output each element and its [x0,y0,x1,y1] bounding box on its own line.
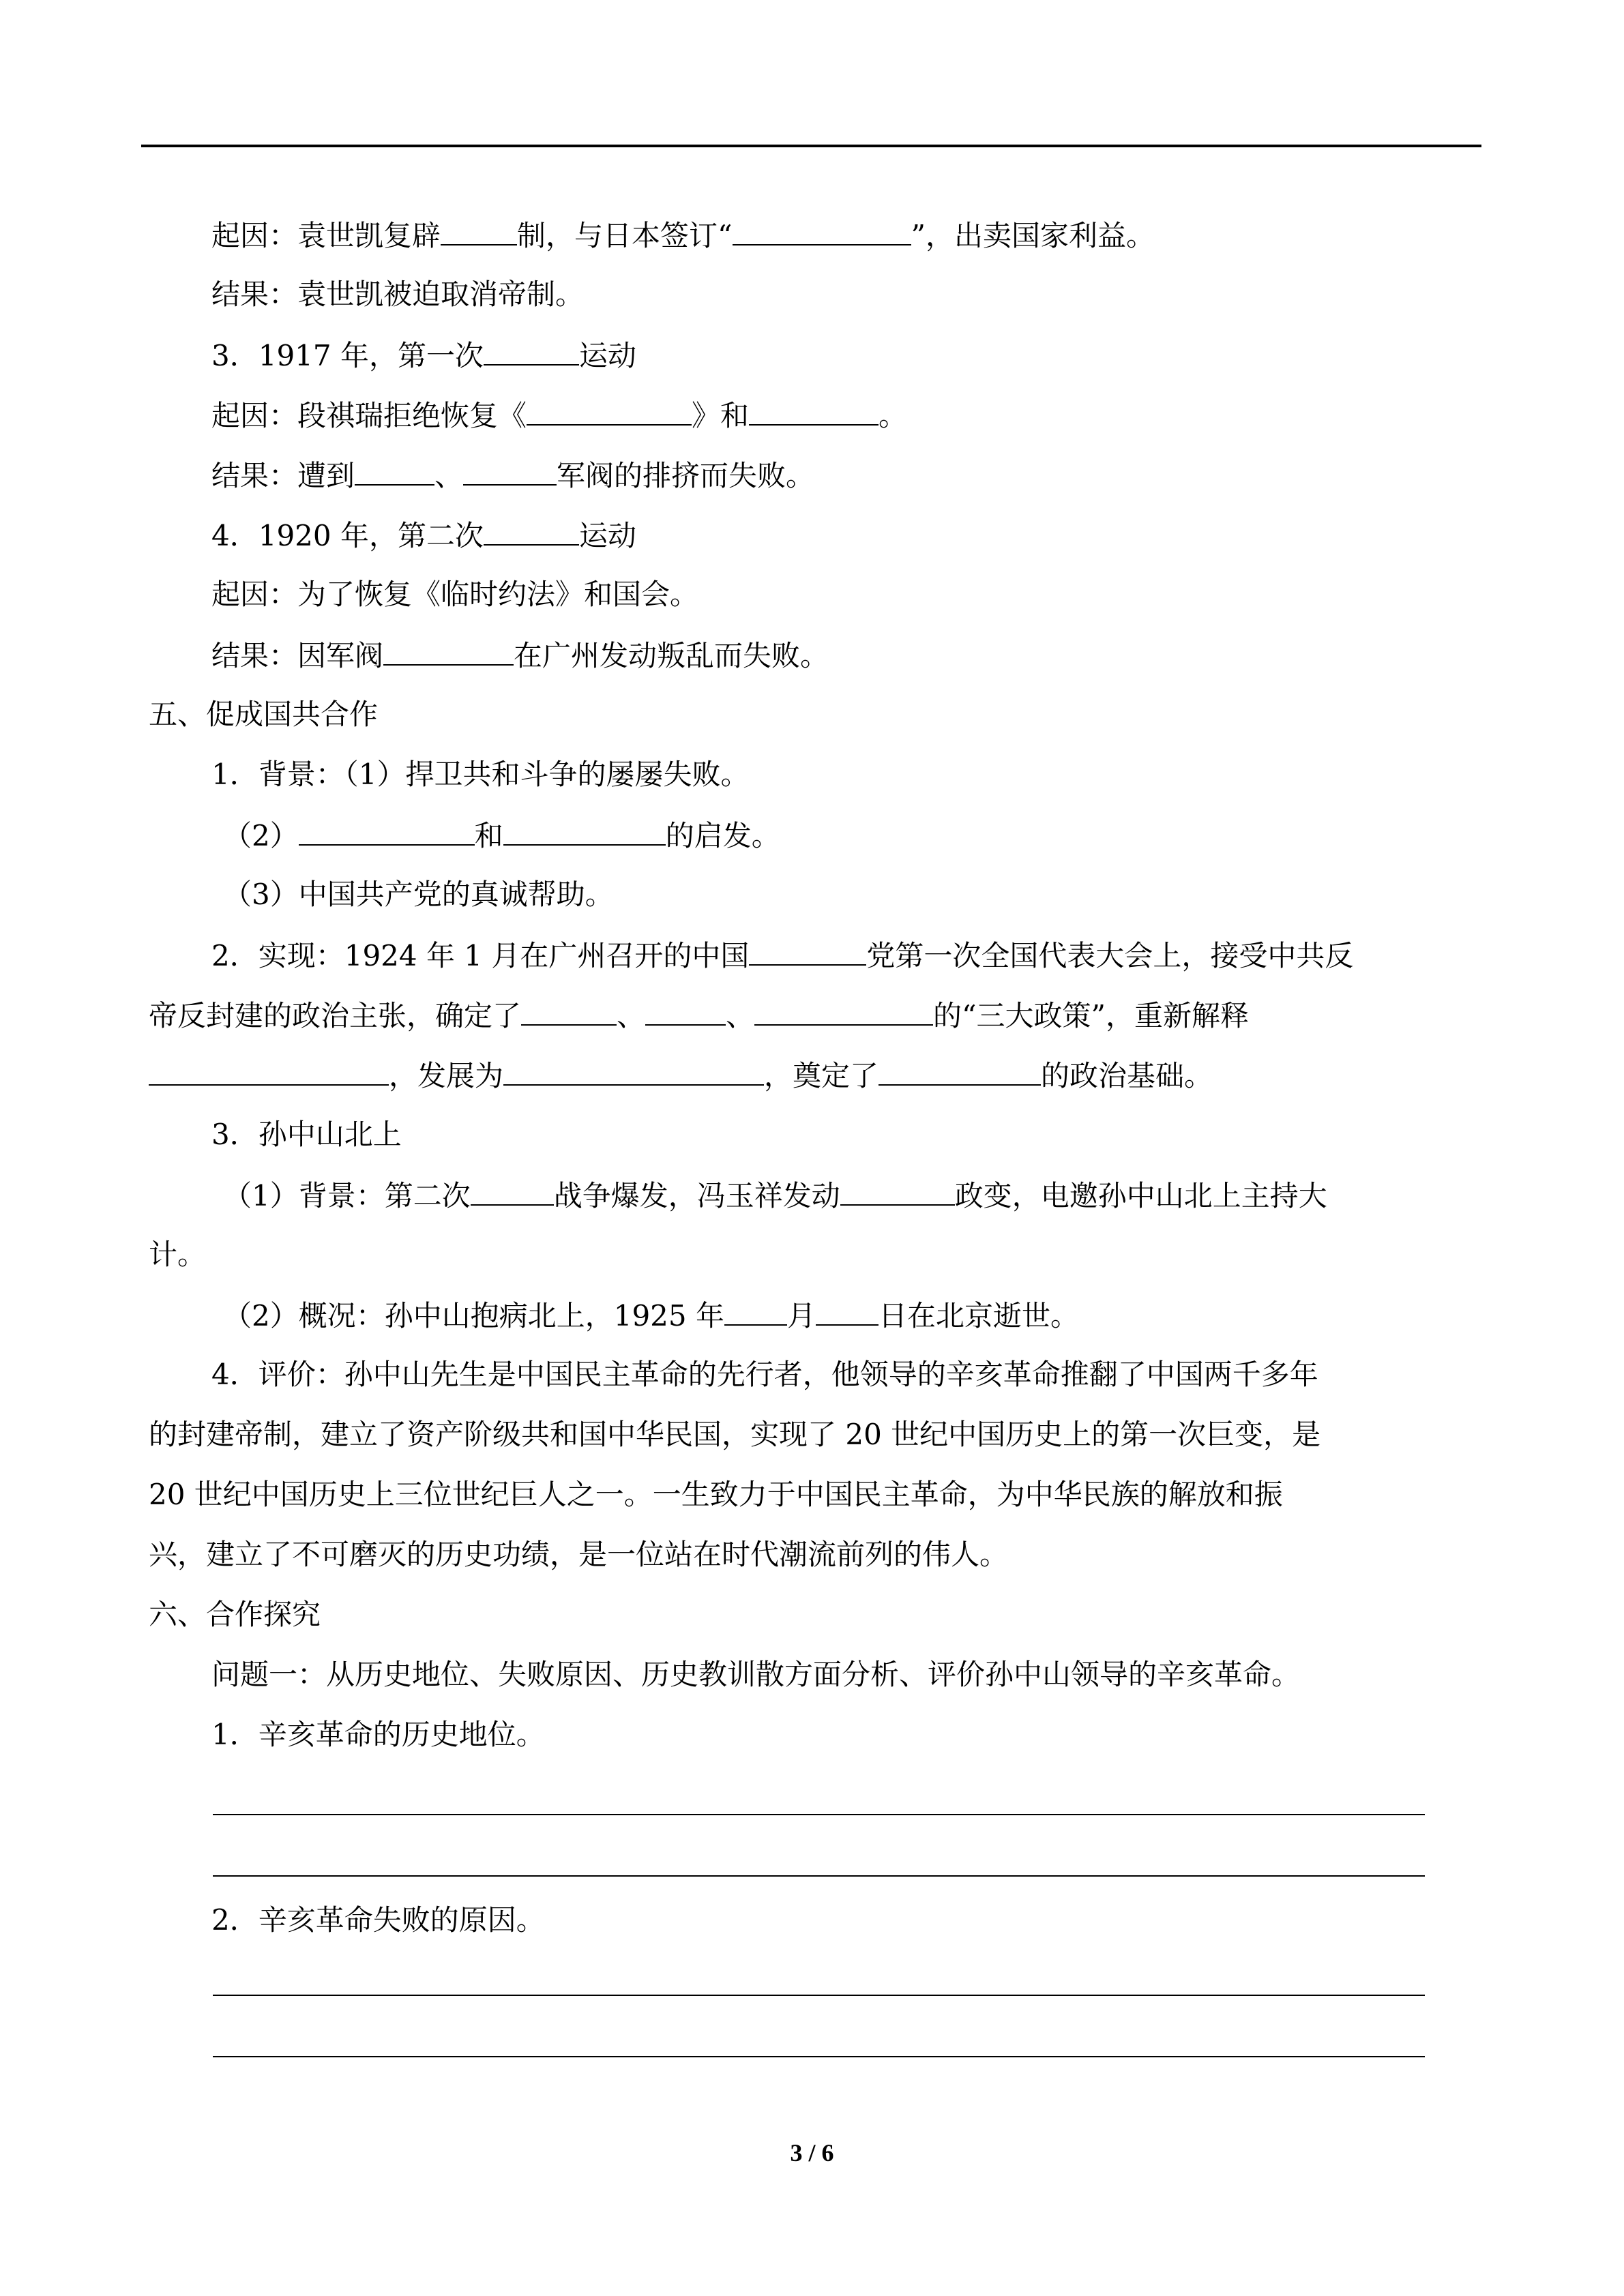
yuan-cause-line [211,213,1155,258]
blank [383,633,514,666]
text: 、 [726,999,755,1032]
s5-implementation-3 [149,1053,1213,1098]
answer-line[interactable] [213,2056,1425,2057]
text: ，奠定了 [764,1059,879,1092]
blank [355,453,434,486]
text: 、 [617,999,646,1032]
text: 3．1917 年，第一次 [211,339,484,372]
blank [879,1053,1041,1086]
section5-title: 五、促成国共合作 [149,698,379,731]
answer-line[interactable] [213,1875,1425,1877]
item4-heading [211,513,636,558]
s5-implementation-1 [211,933,1353,978]
blank [503,1053,764,1086]
text: ，发展为 [389,1059,504,1092]
text: 军阀的排挤而失败。 [557,459,815,492]
text: 月 [786,1299,816,1332]
text: 在广州发动叛乱而失败。 [514,639,829,672]
text: 4．1920 年，第二次 [211,519,484,552]
blank [484,333,579,366]
header-rule [141,145,1481,147]
text: 战争爆发，冯玉祥发动 [553,1179,840,1212]
blank [840,1173,955,1206]
item3-result [211,453,814,498]
item3-heading [211,333,636,378]
s5-implementation-2 [149,993,1249,1038]
text: 结果：因军阀 [211,639,384,672]
text: 起因：袁世凯复辟 [211,219,441,252]
blank [521,993,617,1026]
yuan-result-line: 结果：袁世凯被迫取消帝制。 [211,278,585,311]
s5-evaluation-line-2: 的封建帝制，建立了资产阶级共和国中华民国，实现了 20 世纪中国历史上的第一次巨变，是 [149,1418,1321,1451]
s5-evaluation-line-1: 4．评价：孙中山先生是中国民主革命的先行者，他领导的辛亥革命推翻了中国两千多年 [211,1358,1318,1391]
blank [527,393,692,426]
text: 的“三大政策”，重新解释 [933,999,1249,1032]
text: 运动 [578,339,636,372]
text: 、 [434,459,464,492]
text: 制，与日本签订“ [517,219,733,252]
blank [749,393,879,426]
section6-title: 六、合作探究 [149,1598,321,1631]
s5-evaluation-line-3: 20 世纪中国历史上三位世纪巨人之一。一生致力于中国民主革命，为中华民族的解放和振 [149,1478,1283,1511]
text: 党第一次全国代表大会上，接受中共反 [866,939,1354,972]
answer-line[interactable] [213,1814,1425,1815]
blank [645,993,726,1026]
s5-evaluation-line-4: 兴，建立了不可磨灭的历史功绩，是一位站在时代潮流前列的伟人。 [149,1538,1009,1571]
blank [503,813,666,846]
page-number: 3 / 6 [790,2139,834,2166]
text: 2．实现：1924 年 1 月在广州召开的中国 [211,939,750,972]
blank [441,213,517,245]
s6-q1-part2: 2．辛亥革命失败的原因。 [211,1903,545,1937]
text: 日在北京逝世。 [878,1299,1079,1332]
text: 政变，电邀孙中山北上主持大 [954,1179,1327,1212]
text: 和 [474,819,503,852]
item3-cause [211,393,907,438]
s5-north-background-cont: 计。 [149,1238,207,1271]
text: （2）概况：孙中山抱病北上，1925 年 [223,1299,724,1332]
blank [149,1053,389,1086]
s5-background-1: 1．背景：（1）捍卫共和斗争的屡屡失败。 [211,758,750,791]
blank [463,453,557,486]
blank [754,993,933,1026]
text: ”，出卖国家利益。 [911,219,1155,252]
s6-q1-part1: 1．辛亥革命的历史地位。 [211,1718,545,1751]
text: 的政治基础。 [1041,1059,1213,1092]
blank [471,1173,554,1206]
s6-question-1: 问题一：从历史地位、失败原因、历史教训散方面分析、评价孙中山领导的辛亥革命。 [211,1658,1301,1691]
text: 的启发。 [665,819,780,852]
text: 帝反封建的政治主张，确定了 [149,999,522,1032]
text: 起因：段祺瑞拒绝恢复《 [211,399,527,432]
text: 》和 [692,399,750,432]
text: （1）背景：第二次 [223,1179,471,1212]
s5-north-heading: 3．孙中山北上 [211,1118,402,1151]
s5-background-3: （3）中国共产党的真诚帮助。 [223,878,614,911]
answer-line[interactable] [213,1995,1425,1996]
blank [299,813,475,846]
text: 。 [879,399,908,432]
s5-background-2 [223,813,780,858]
blank [816,1293,879,1326]
blank [749,933,866,966]
blank [724,1293,787,1326]
blank [484,513,579,546]
item4-cause: 起因：为了恢复《临时约法》和国会。 [211,578,699,611]
text: （2） [223,819,299,852]
text: 结果：遭到 [211,459,355,492]
blank [733,213,911,245]
text: 运动 [578,519,636,552]
s5-north-background [223,1173,1327,1218]
s5-north-overview [223,1293,1079,1338]
item4-result [211,633,829,678]
